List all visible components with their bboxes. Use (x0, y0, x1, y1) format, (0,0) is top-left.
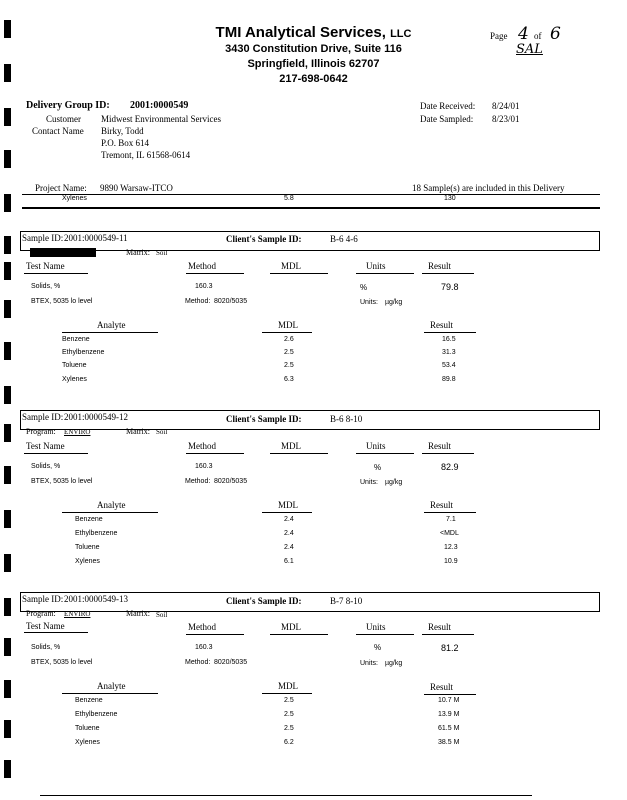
binder-mark (4, 236, 11, 254)
binder-mark (4, 194, 11, 212)
col-underline (422, 273, 474, 274)
company-name: TMI Analytical Services, LLC (215, 24, 412, 41)
col-test-name: Test Name (26, 441, 65, 451)
date-received-label: Date Received: (420, 101, 476, 111)
solids-method: 160.3 (195, 463, 213, 470)
btex-method-label: Method: (185, 478, 211, 485)
binder-mark (4, 510, 11, 528)
client-sample-id: B-6 4-6 (330, 234, 358, 244)
col-underline (24, 273, 88, 274)
solids-units: % (360, 283, 368, 292)
program-value: ENVIRO (64, 428, 91, 436)
program-label: Program: (26, 609, 56, 618)
btex-method: 8020/5035 (214, 478, 248, 485)
col-underline (424, 512, 476, 513)
solids-method: 160.3 (195, 283, 213, 290)
sample-id-label: Sample ID: (22, 594, 64, 604)
carryover-analyte: Xylenes (62, 195, 87, 202)
binder-mark (4, 386, 11, 404)
client-sample-id-label: Client's Sample ID: (226, 234, 302, 244)
col-underline (186, 634, 244, 635)
btex-units: µg/kg (385, 479, 403, 486)
binder-mark (4, 554, 11, 572)
analyte-name: Ethylbenzene (62, 349, 105, 356)
col-mdl: MDL (278, 320, 298, 330)
col-underline (62, 332, 158, 333)
col-underline (24, 632, 88, 633)
delivery-group-label: Delivery Group ID: (26, 100, 110, 111)
col-result: Result (428, 441, 452, 451)
col-underline (356, 634, 414, 635)
solids-units: % (374, 643, 382, 652)
col-underline (186, 453, 244, 454)
col-result: Result (428, 622, 452, 632)
col-underline (356, 453, 414, 454)
btex-test: BTEX, 5035 lo level (31, 659, 93, 666)
col-underline (356, 273, 414, 274)
page-total-handwritten: 6 (550, 24, 561, 44)
analyte-name: Xylenes (75, 739, 100, 746)
col-method: Method (188, 261, 216, 271)
solids-result: 79.8 (441, 282, 459, 292)
analyte-result: 10.7 M (438, 697, 460, 704)
btex-units: µg/kg (385, 660, 403, 667)
carryover-mdl: 5.8 (284, 195, 294, 202)
analyte-name: Toluene (75, 725, 100, 732)
btex-test: BTEX, 5035 lo level (31, 298, 93, 305)
col-analyte: Analyte (97, 320, 126, 330)
col-analyte: Analyte (97, 681, 126, 691)
analyte-result: 53.4 (442, 362, 456, 369)
analyte-mdl: 2.5 (284, 711, 294, 718)
btex-method: 8020/5035 (214, 298, 248, 305)
solids-test: Solids, % (31, 283, 61, 290)
col-underline (62, 693, 158, 694)
col-mdl: MDL (281, 622, 301, 632)
solids-test: Solids, % (31, 644, 61, 651)
btex-method-label: Method: (185, 659, 211, 666)
binder-mark (4, 638, 11, 656)
analyte-mdl: 6.3 (284, 376, 294, 383)
col-underline (270, 634, 328, 635)
phone-number: 217-698-0642 (279, 73, 348, 85)
analyte-name: Ethylbenzene (75, 711, 118, 718)
footer-rule (40, 795, 532, 796)
col-mdl: MDL (278, 681, 298, 691)
customer-name: Midwest Environmental Services (101, 114, 221, 124)
col-units: Units (366, 622, 386, 632)
solids-result: 81.2 (441, 643, 459, 653)
binder-mark (4, 598, 11, 616)
address-line-1: 3430 Constitution Drive, Suite 116 (225, 43, 402, 55)
col-result: Result (430, 500, 454, 510)
binder-mark (4, 342, 11, 360)
col-mdl: MDL (281, 441, 301, 451)
analyte-name: Benzene (75, 516, 103, 523)
sample-id: 2001:0000549-11 (64, 233, 128, 243)
col-underline (24, 453, 88, 454)
program-value: ENVIRO (64, 610, 91, 618)
btex-units-label: Units: (360, 299, 378, 306)
col-test-name: Test Name (26, 621, 65, 631)
analyte-mdl: 6.2 (284, 739, 294, 746)
col-underline (186, 273, 244, 274)
solids-method: 160.3 (195, 644, 213, 651)
solids-units: % (374, 463, 382, 472)
analyte-result: 89.8 (442, 376, 456, 383)
analyte-mdl: 2.4 (284, 544, 294, 551)
client-sample-id: B-7 8-10 (330, 596, 363, 606)
col-underline (422, 453, 474, 454)
col-test-name: Test Name (26, 261, 65, 271)
analyte-name: Ethylbenzene (75, 530, 118, 537)
btex-method: 8020/5035 (214, 659, 248, 666)
matrix-label: Matrix: (126, 248, 150, 257)
page-label: Page (490, 31, 508, 41)
binder-mark (4, 466, 11, 484)
divider (22, 194, 600, 195)
analyte-mdl: 2.5 (284, 349, 294, 356)
analyte-result: <MDL (440, 530, 459, 537)
sample-id-label: Sample ID: (22, 412, 64, 422)
analyte-mdl: 2.5 (284, 697, 294, 704)
address-line-2: Springfield, Illinois 62707 (247, 58, 380, 70)
col-underline (262, 693, 312, 694)
client-sample-id-label: Client's Sample ID: (226, 414, 302, 424)
program-label: Program: (26, 427, 56, 436)
contact-address-1: P.O. Box 614 (101, 138, 150, 148)
divider (22, 207, 600, 209)
date-sampled-label: Date Sampled: (420, 114, 474, 124)
page-number-handwritten: 4 (518, 24, 529, 44)
delivery-group-id: 2001:0000549 (130, 100, 189, 111)
col-underline (262, 332, 312, 333)
client-sample-id: B-6 8-10 (330, 414, 363, 424)
btex-method-label: Method: (185, 298, 211, 305)
binder-mark (4, 150, 11, 168)
btex-test: BTEX, 5035 lo level (31, 478, 93, 485)
matrix-value: Soil (156, 428, 168, 436)
col-units: Units (366, 261, 386, 271)
col-underline (62, 512, 158, 513)
col-underline (424, 332, 476, 333)
analyte-mdl: 6.1 (284, 558, 294, 565)
col-underline (262, 512, 312, 513)
date-sampled: 8/23/01 (492, 114, 520, 124)
col-result: Result (430, 682, 454, 692)
analyte-result: 12.3 (444, 544, 458, 551)
col-underline (270, 273, 328, 274)
page-of: of (534, 31, 542, 41)
matrix-value: Soil (156, 611, 168, 619)
analyte-mdl: 2.5 (284, 362, 294, 369)
binder-mark (4, 262, 11, 280)
binder-mark (4, 720, 11, 738)
project-label: Project Name: (35, 183, 87, 193)
analyte-name: Toluene (62, 362, 87, 369)
col-analyte: Analyte (97, 500, 126, 510)
col-underline (422, 634, 474, 635)
matrix-label: Matrix: (126, 609, 150, 618)
analyte-name: Toluene (75, 544, 100, 551)
analyte-name: Xylenes (62, 376, 87, 383)
col-underline (424, 694, 476, 695)
client-sample-id-label: Client's Sample ID: (226, 596, 302, 606)
samples-note: 18 Sample(s) are included in this Delivery (412, 183, 565, 193)
sample-id-label: Sample ID: (22, 233, 64, 243)
customer-label: Customer (46, 114, 81, 124)
analyte-mdl: 2.5 (284, 725, 294, 732)
analyte-name: Benzene (62, 336, 90, 343)
analyte-result: 38.5 M (438, 739, 460, 746)
sample-id: 2001:0000549-13 (64, 594, 128, 604)
col-underline (270, 453, 328, 454)
col-method: Method (188, 622, 216, 632)
binder-mark (4, 300, 11, 318)
analyte-name: Benzene (75, 697, 103, 704)
binder-mark (4, 760, 11, 778)
contact-label: Contact Name (32, 126, 84, 136)
analyte-mdl: 2.4 (284, 516, 294, 523)
col-result: Result (428, 261, 452, 271)
analyte-result: 31.3 (442, 349, 456, 356)
analyte-result: 61.5 M (438, 725, 460, 732)
col-result: Result (430, 320, 454, 330)
binder-mark (4, 680, 11, 698)
analyte-result: 16.5 (442, 336, 456, 343)
analyte-result: 7.1 (446, 516, 456, 523)
initials-handwritten: SAL (516, 42, 543, 57)
analyte-mdl: 2.4 (284, 530, 294, 537)
matrix-value: Soil (156, 249, 168, 257)
analyte-mdl: 2.6 (284, 336, 294, 343)
redacted-program (30, 248, 96, 257)
col-mdl: MDL (281, 261, 301, 271)
sample-id: 2001:0000549-12 (64, 412, 128, 422)
project-name: 9890 Warsaw-ITCO (100, 183, 173, 193)
solids-result: 82.9 (441, 462, 459, 472)
solids-test: Solids, % (31, 463, 61, 470)
matrix-label: Matrix: (126, 427, 150, 436)
btex-units-label: Units: (360, 660, 378, 667)
date-received: 8/24/01 (492, 101, 520, 111)
col-units: Units (366, 441, 386, 451)
btex-units-label: Units: (360, 479, 378, 486)
binder-mark (4, 108, 11, 126)
analyte-result: 13.9 M (438, 711, 460, 718)
btex-units: µg/kg (385, 299, 403, 306)
contact-name: Birky, Todd (101, 126, 144, 136)
binder-mark (4, 424, 11, 442)
col-method: Method (188, 441, 216, 451)
analyte-name: Xylenes (75, 558, 100, 565)
col-mdl: MDL (278, 500, 298, 510)
carryover-result: 130 (444, 195, 456, 202)
contact-address-2: Tremont, IL 61568-0614 (101, 150, 191, 160)
analyte-result: 10.9 (444, 558, 458, 565)
